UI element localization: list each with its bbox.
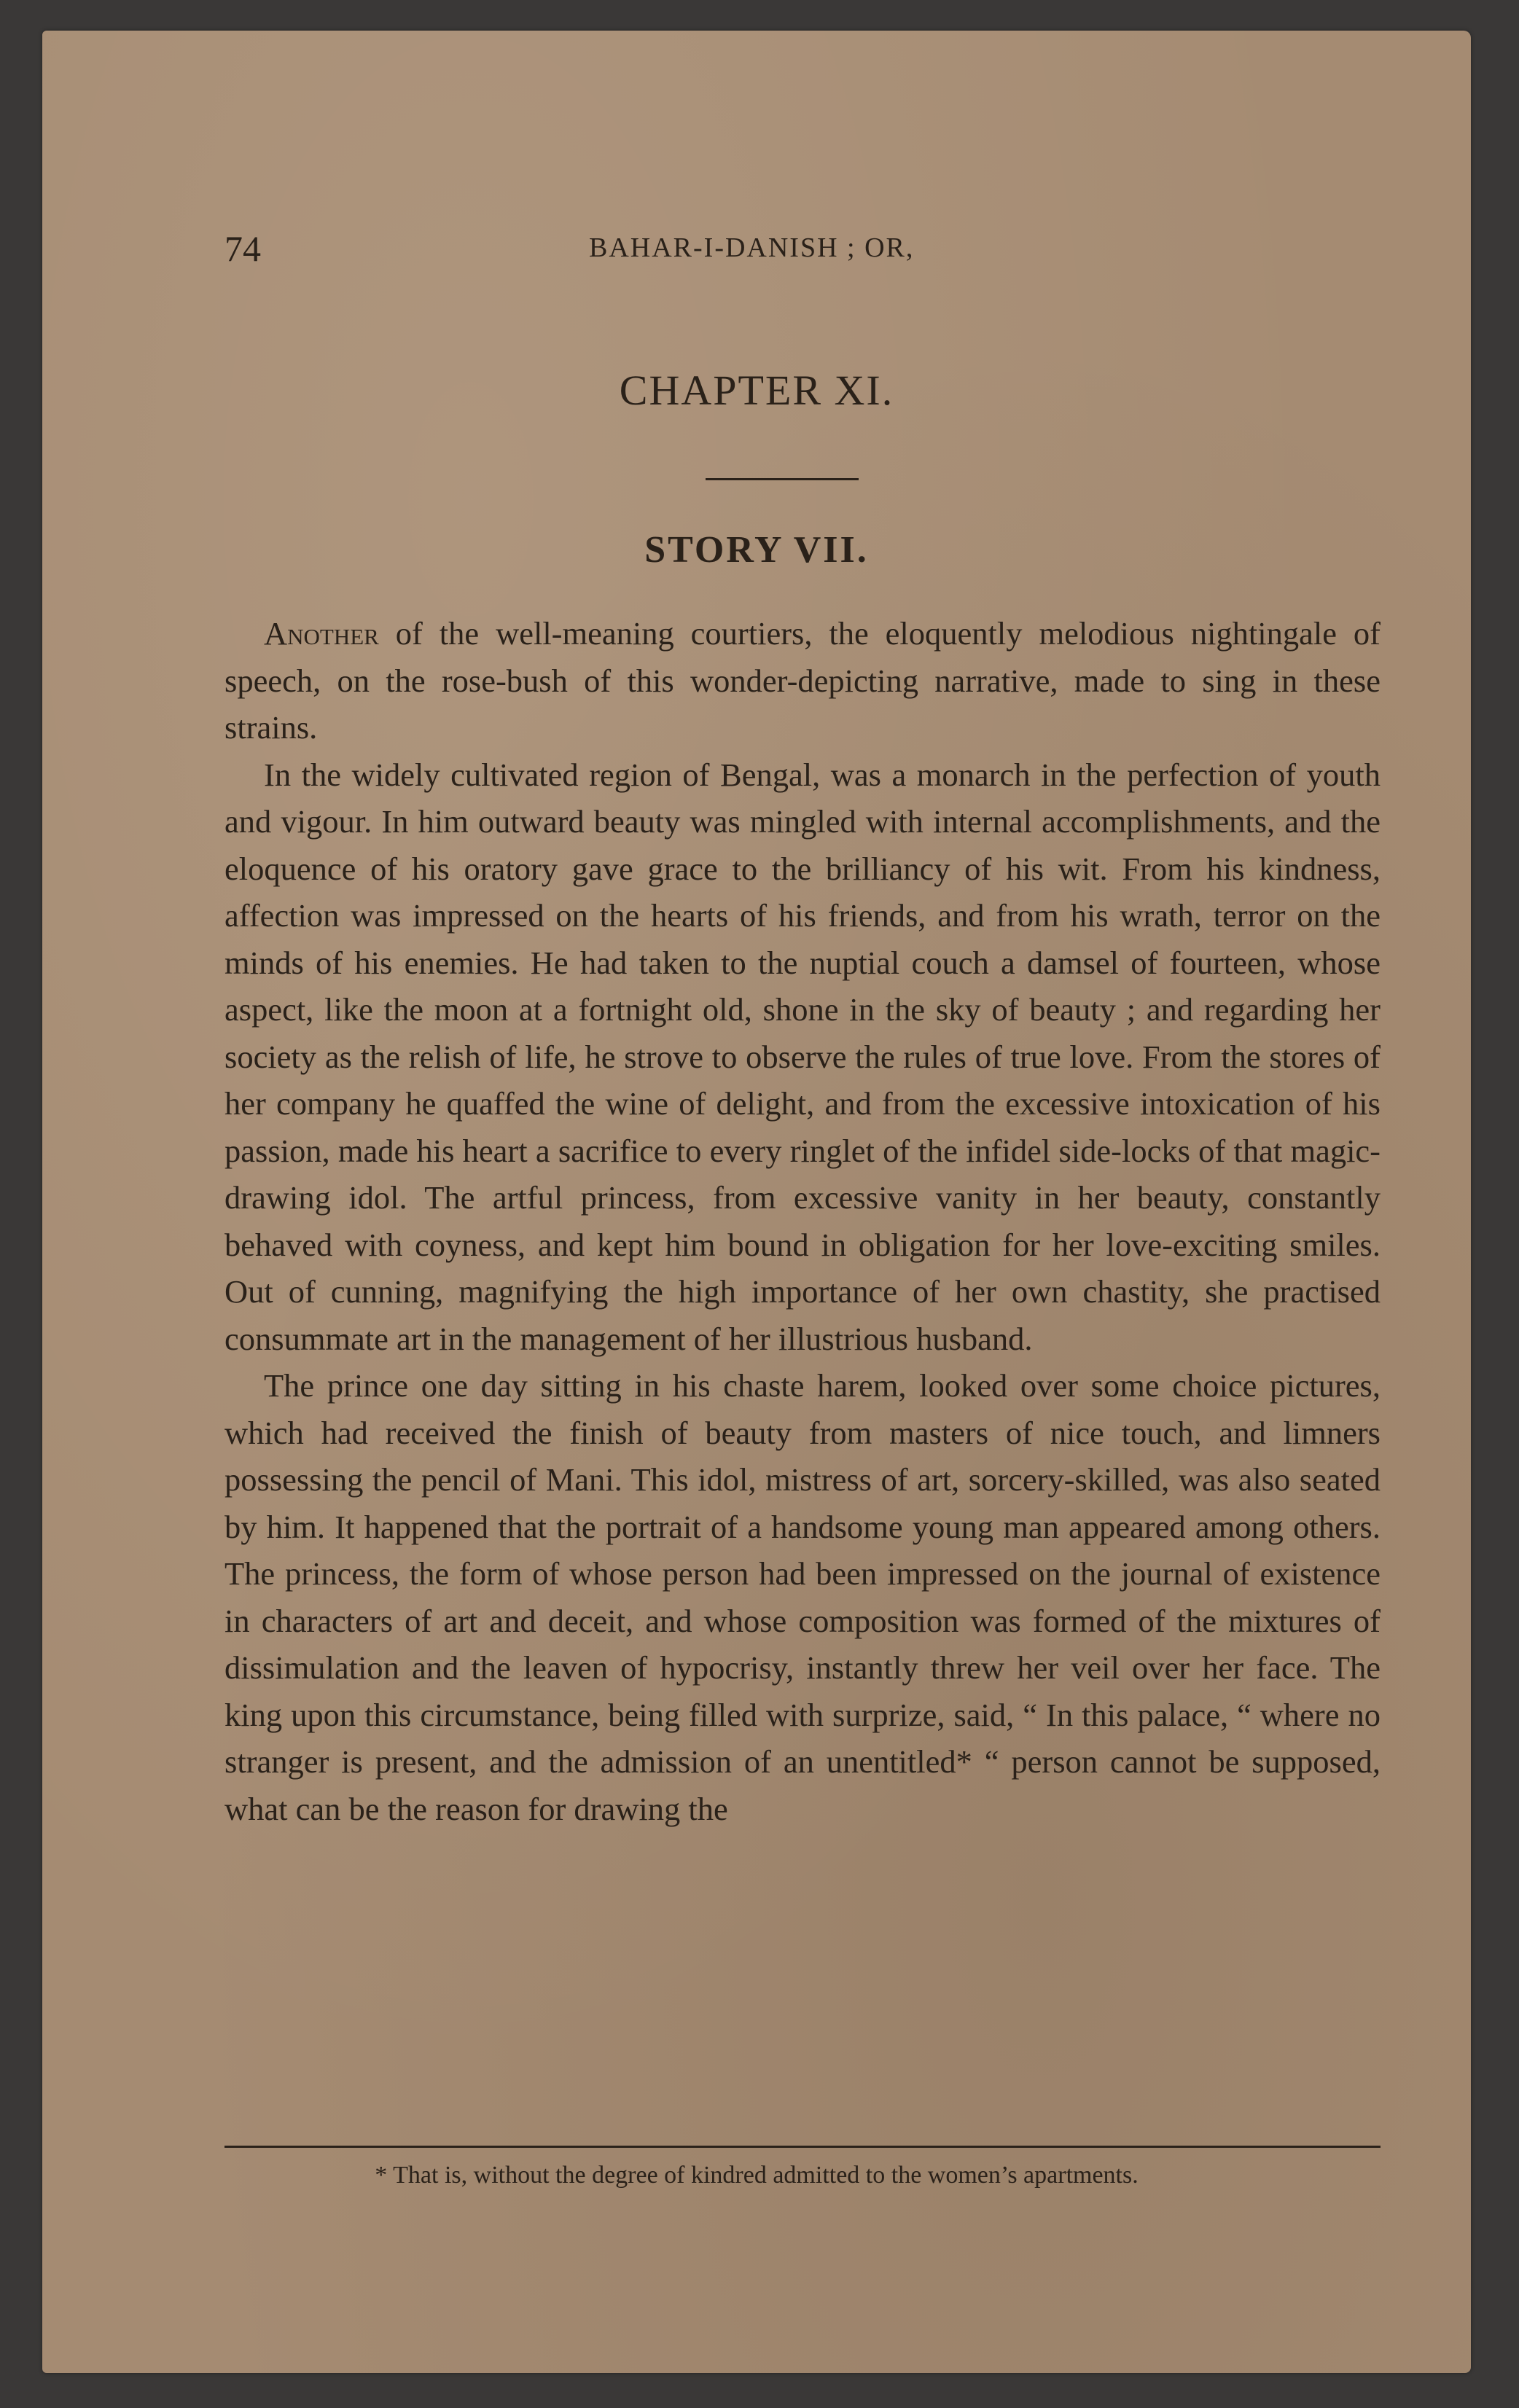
page-number: 74 <box>224 228 261 269</box>
running-title: BAHAR-I-DANISH ; OR, <box>589 232 915 263</box>
story-heading: STORY VII. <box>644 529 869 571</box>
chapter-divider-rule <box>706 478 859 480</box>
body-text <box>224 610 1381 1832</box>
chapter-heading: CHAPTER XI. <box>619 367 894 414</box>
book-page <box>42 31 1471 2373</box>
paragraph-2: In the widely cultivated region of Bengal, was a monarch in the perfection of youth and vigour. In him outward beauty was mingled with internal accomplishments, and the eloquence of his oratory gave grace to the brilliancy of his wit. From his kindness, affection was impressed on the hearts of his friends, and from his wrath, terror on the minds of his enemies. He had taken to the nuptial couch a damsel of fourteen, whose aspect, like the moon at a fortnight old, shone in the sky of beauty ; and regarding her society as the relish of life, he strove to observe the rules of true love. From the stores of her company he quaffed the wine of delight, and from the excessive intoxication of his passion, made his heart a sacrifice to every ringlet of the infidel side-locks of that magic-drawing idol. The artful princess, from excessive vanity in her beauty, constantly behaved with coyness, and kept him bound in obligation for her love-exciting smiles. Out of cunning, magnifying the high importance of her own chastity, she practised consummate art in the management of her illustrious husband. <box>224 756 1381 1357</box>
footnote-separator-rule <box>224 2146 1381 2148</box>
paragraph-1-opening-word: Another <box>264 615 379 652</box>
paragraph-1-text: of the well-meaning courtiers, the eloquently melodious nightingale of speech, on the rose-bush of this wonder-depicting narrative, made to sing in these strains. <box>224 615 1381 746</box>
footnote: * That is, without the degree of kindred admitted to the women’s apartments. <box>375 2162 1139 2189</box>
paragraph-3: The prince one day sitting in his chaste harem, looked over some choice pictures, which had received the finish of beauty from masters of nice touch, and limners possessing the pencil of Mani. This idol, mistress of art, sorcery-skilled, was also seated by him. It happened that the portrait of a handsome young man appeared among others. The princess, the form of whose person had been impressed on the journal of existence in characters of art and deceit, and whose composition was formed of the mixtures of dissimulation and the leaven of hypocrisy, instantly threw her veil over her face. The king upon this circumstance, being filled with surprize, said, “ In this palace, “ where no stranger is present, and the admission of an unentitled* “ person cannot be supposed, what can be the reason for drawing the <box>224 1367 1381 1827</box>
running-head <box>42 227 1471 278</box>
paragraph-1 <box>224 610 1381 751</box>
